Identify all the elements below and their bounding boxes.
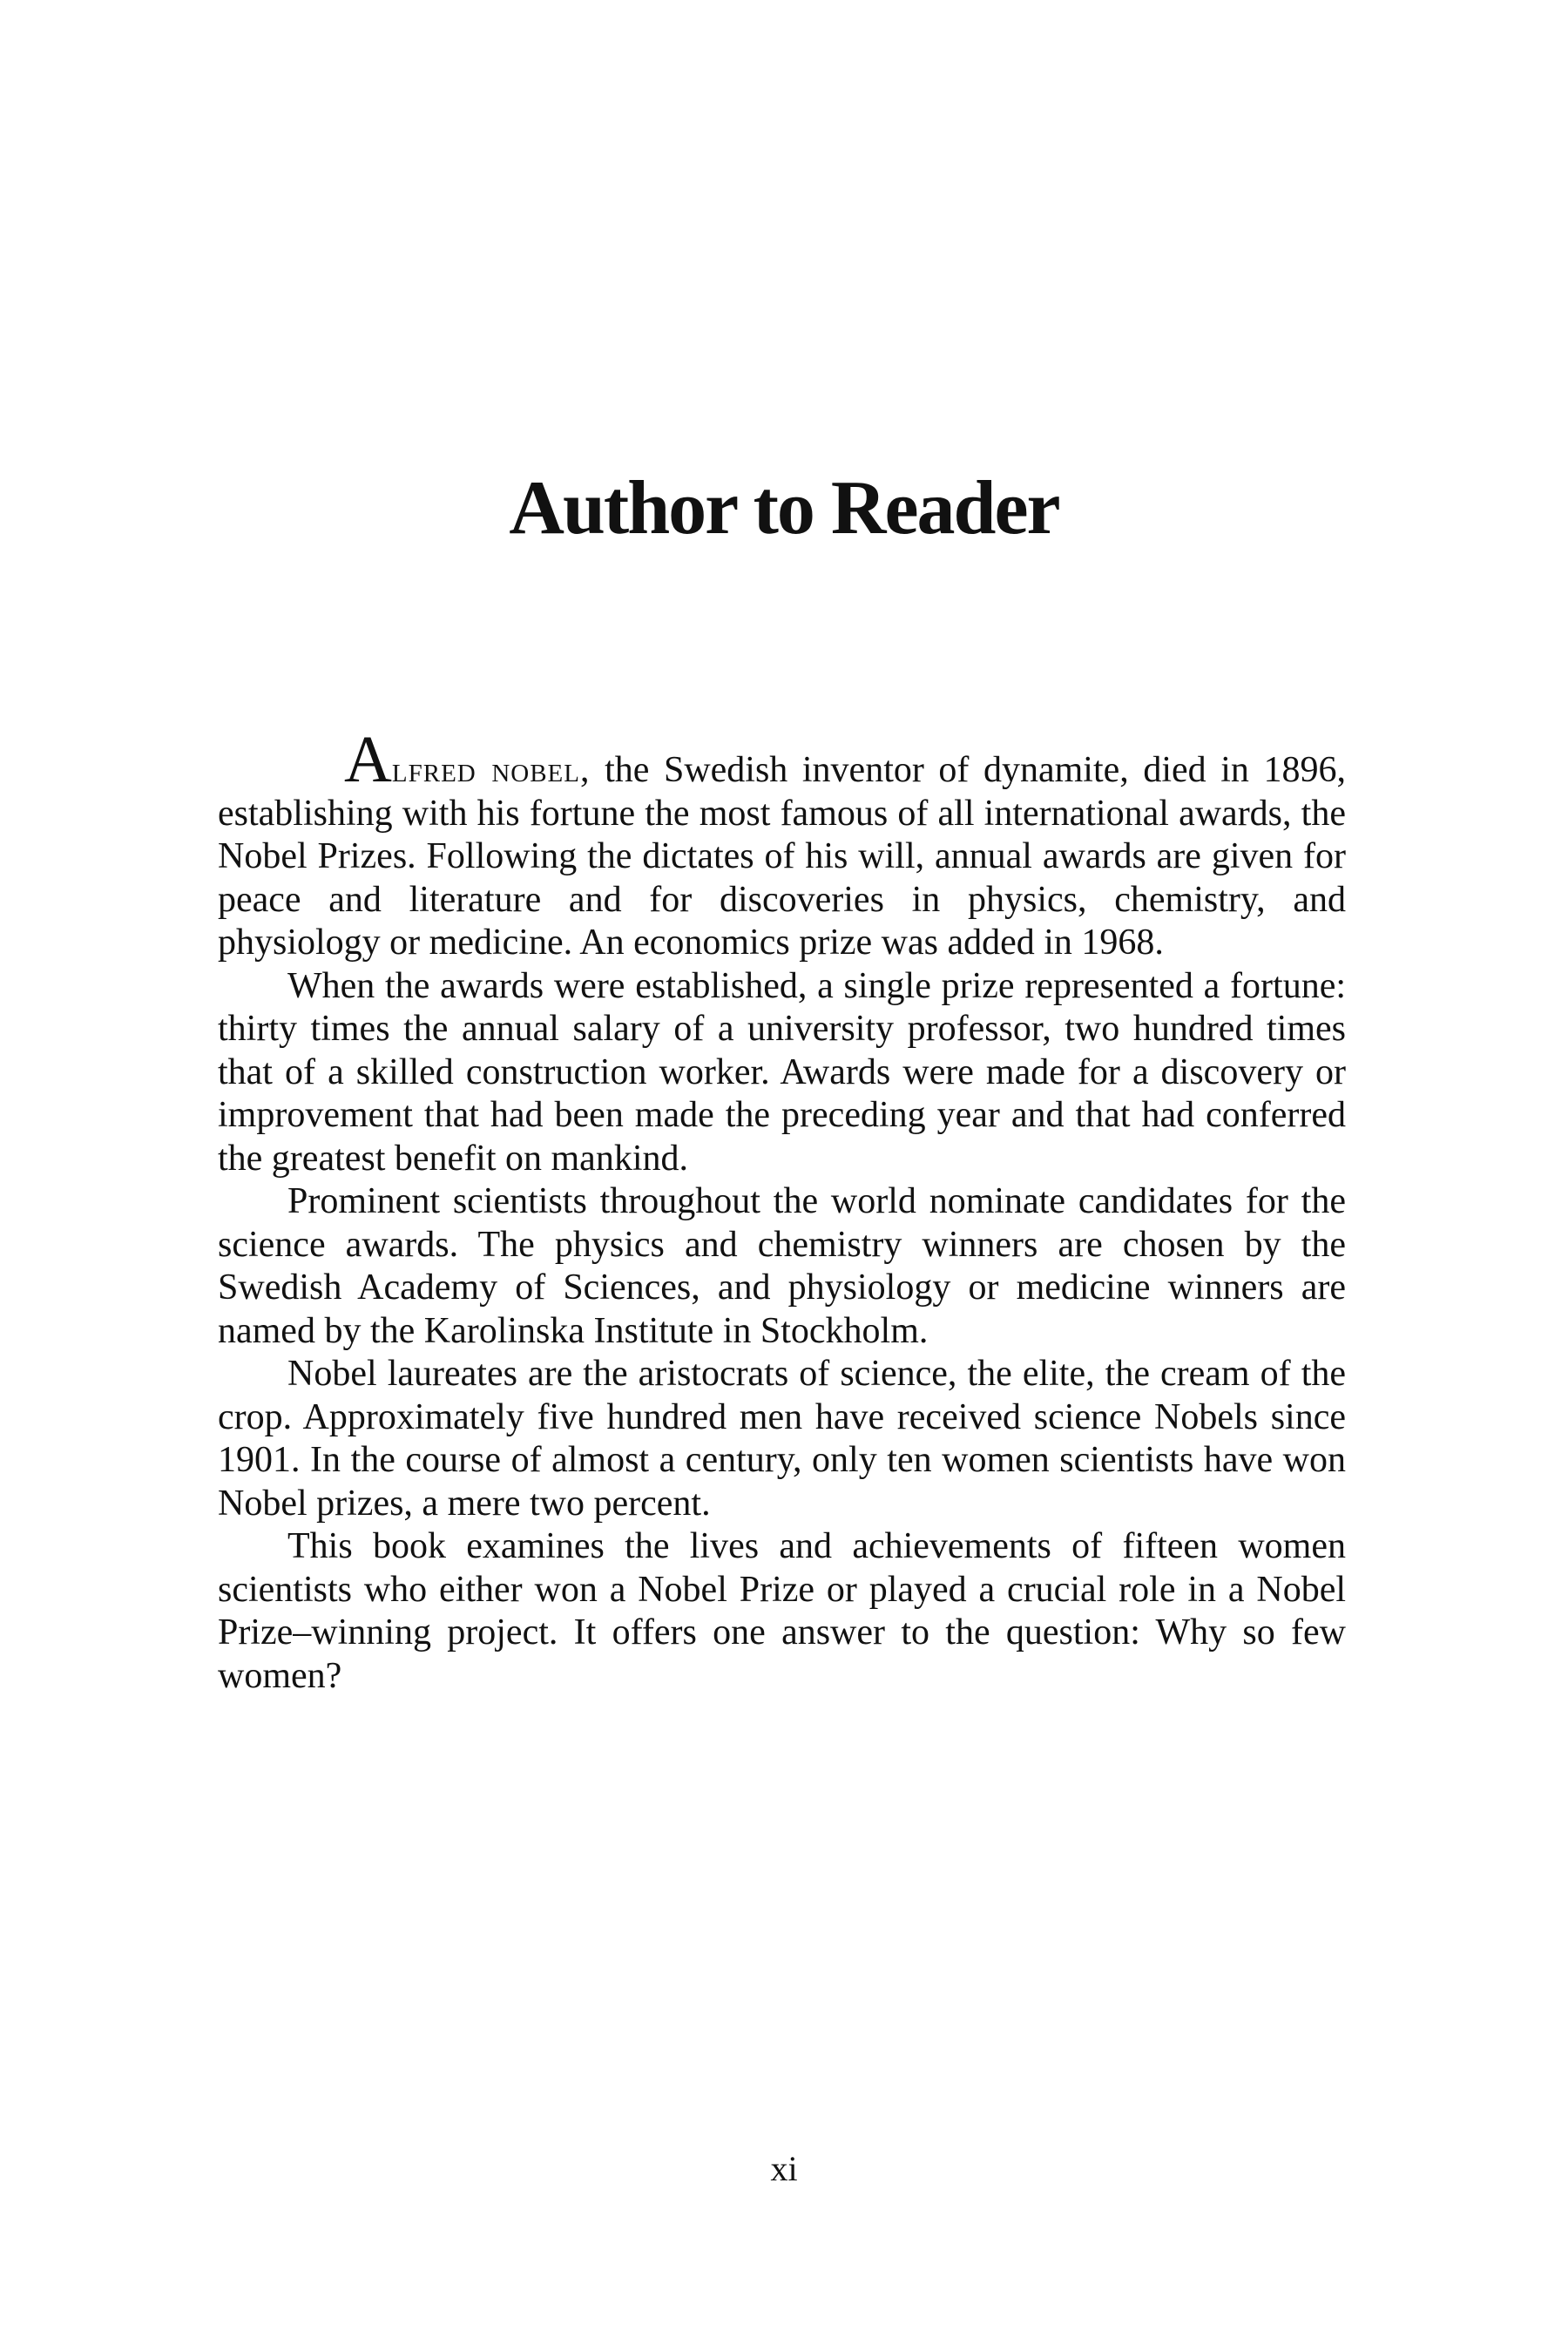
- opening-small-caps: lfred nobel,: [391, 750, 591, 790]
- drop-cap: A: [344, 723, 392, 796]
- paragraph-awards-established: When the awards were established, a single prize represented a fortune: thirty times the annual salary of a university professor, two hundred times that of a skilled construction worker. Awards were made for a discovery or improvement that had been made the preceding year and that had conferred the greatest benefit on mankind.: [218, 965, 1346, 1179]
- page-title: Author to Reader: [509, 466, 1059, 551]
- paragraph-book-purpose: This book examines the lives and achievements of fifteen women scientists who either won a Nobel Prize or played a crucial role in a Nobel Prize–winning project. It offers one answer to the question: Why so few women?: [218, 1526, 1346, 1696]
- paragraph-nominations: Prominent scientists throughout the world nominate candidates for the science awards. The physics and chemistry winners are chosen by the Swedish Academy of Sciences, and physiology or medicine winners are named by the Karolinska Institute in Stockholm.: [218, 1181, 1346, 1351]
- opening-text: the Swedish inventor of dynamite, died in 1896, establishing with his fortune the most famous of all international awards, the Nobel Prizes. Following the dictates of his will, annual awards are given for peace and literature and for discoveries in physics, chemistry, and physiology or medicine. An economics prize was added in 1968.: [218, 750, 1347, 963]
- opening-paragraph: [218, 723, 1347, 965]
- paragraph-laureates: Nobel laureates are the aristocrats of science, the elite, the cream of the crop. Approximately five hundred men have received science Nobels since 1901. In the course of almost a century, only ten women scientists have won Nobel prizes, a mere two percent.: [218, 1354, 1346, 1524]
- page-number: xi: [770, 2149, 798, 2188]
- body-text: [218, 723, 1347, 1698]
